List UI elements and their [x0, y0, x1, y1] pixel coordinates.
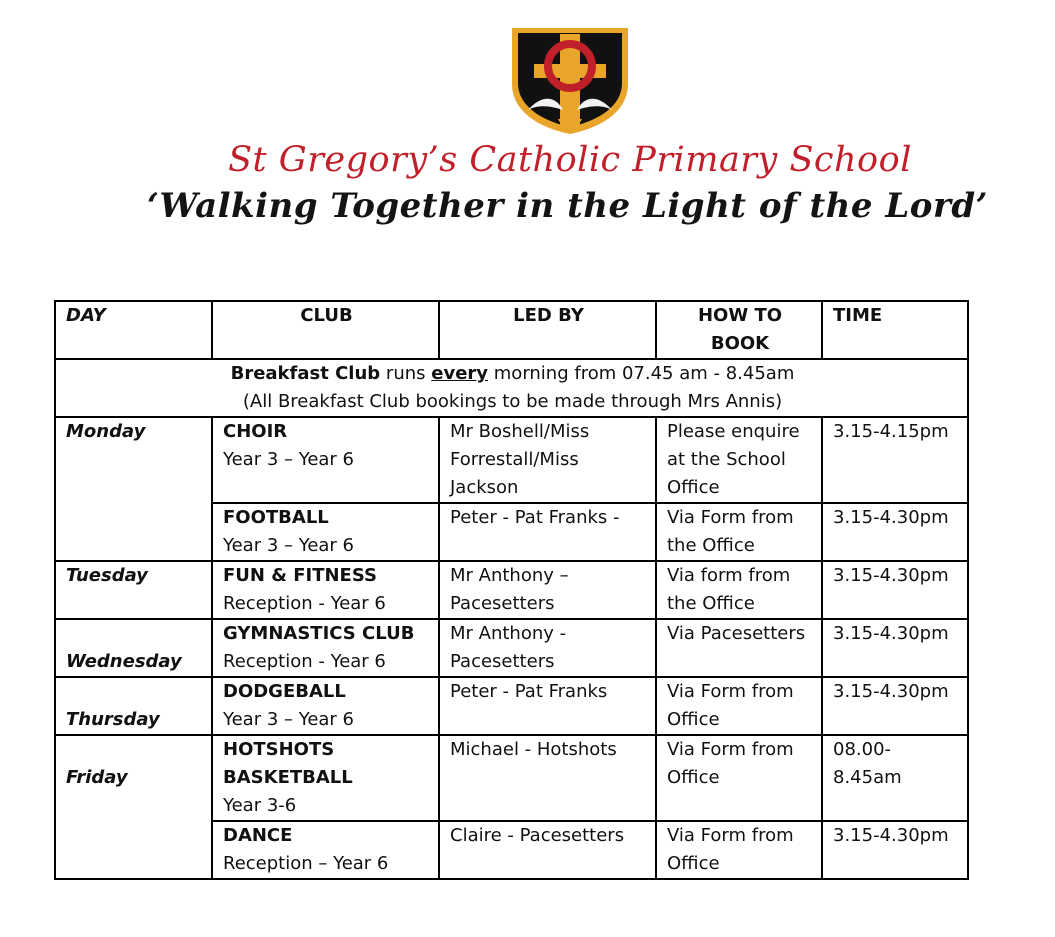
led-by-cell: Claire - Pacesetters	[439, 821, 656, 879]
club-year-groups: Year 3 – Year 6	[223, 709, 355, 730]
club-name: FOOTBALL	[223, 507, 329, 528]
time-cell: 3.15-4.15pm	[822, 417, 968, 503]
club-cell	[212, 503, 439, 561]
table-row	[55, 417, 968, 503]
club-year-groups: Year 3 – Year 6	[223, 535, 355, 556]
school-name: St Gregory’s Catholic Primary School	[228, 140, 912, 180]
how-to-book-cell: Via Pacesetters	[656, 619, 822, 677]
how-to-book-cell: Via Form from Office	[656, 735, 822, 821]
breakfast-time-text: morning from 07.45 am - 8.45am	[493, 363, 795, 384]
club-year-groups: Reception - Year 6	[223, 651, 386, 672]
club-cell	[212, 561, 439, 619]
club-year-groups: Reception - Year 6	[223, 593, 386, 614]
club-name: CHOIR	[223, 421, 288, 442]
school-motto: ‘Walking Together in the Light of the Lord’	[147, 186, 988, 226]
day-cell-wednesday: Wednesday	[55, 619, 212, 677]
club-name: HOTSHOTS BASKETBALL	[223, 739, 353, 788]
day-cell-thursday: Thursday	[55, 677, 212, 735]
breakfast-booking-note: (All Breakfast Club bookings to be made through Mrs Annis)	[242, 391, 783, 412]
club-year-groups: Year 3-6	[223, 795, 297, 816]
how-to-book-cell: Via Form from the Office	[656, 503, 822, 561]
table-row	[55, 677, 968, 735]
time-cell: 3.15-4.30pm	[822, 821, 968, 879]
club-cell	[212, 735, 439, 821]
club-year-groups: Year 3 – Year 6	[223, 449, 355, 470]
breakfast-every-text: every	[431, 363, 489, 384]
led-by-cell: Mr Anthony – Pacesetters	[439, 561, 656, 619]
club-cell	[212, 821, 439, 879]
clubs-timetable	[54, 300, 969, 880]
club-name: DODGEBALL	[223, 681, 346, 702]
breakfast-runs-text: runs	[385, 363, 426, 384]
led-by-cell: Peter - Pat Franks -	[439, 503, 656, 561]
table-row	[55, 619, 968, 677]
club-name: DANCE	[223, 825, 293, 846]
club-cell	[212, 619, 439, 677]
column-header-led-by: LED BY	[439, 301, 656, 359]
how-to-book-cell: Via Form from Office	[656, 821, 822, 879]
day-cell-tuesday: Tuesday	[55, 561, 212, 619]
led-by-cell: Michael - Hotshots	[439, 735, 656, 821]
led-by-cell: Mr Boshell/Miss Forrestall/Miss Jackson	[439, 417, 656, 503]
club-name: FUN & FITNESS	[223, 565, 377, 586]
how-to-book-cell: Via Form from Office	[656, 677, 822, 735]
column-header-club: CLUB	[212, 301, 439, 359]
led-by-cell: Peter - Pat Franks	[439, 677, 656, 735]
time-cell: 08.00-8.45am	[822, 735, 968, 821]
school-crest-logo	[508, 24, 632, 136]
table-header-row	[55, 301, 968, 359]
breakfast-club-row	[55, 359, 968, 417]
club-year-groups: Reception – Year 6	[223, 853, 389, 874]
time-cell: 3.15-4.30pm	[822, 503, 968, 561]
breakfast-club-notice	[55, 359, 968, 417]
day-cell-monday: Monday	[55, 417, 212, 561]
club-cell	[212, 677, 439, 735]
column-header-time: TIME	[822, 301, 968, 359]
column-header-how-to-book: HOW TO BOOK	[656, 301, 822, 359]
time-cell: 3.15-4.30pm	[822, 561, 968, 619]
column-header-day: DAY	[55, 301, 212, 359]
table-row	[55, 735, 968, 821]
how-to-book-cell: Via form from the Office	[656, 561, 822, 619]
led-by-cell: Mr Anthony - Pacesetters	[439, 619, 656, 677]
club-name: GYMNASTICS CLUB	[223, 623, 415, 644]
breakfast-club-name: Breakfast Club	[230, 363, 381, 384]
table-row	[55, 561, 968, 619]
time-cell: 3.15-4.30pm	[822, 619, 968, 677]
club-cell	[212, 417, 439, 503]
time-cell: 3.15-4.30pm	[822, 677, 968, 735]
how-to-book-cell: Please enquire at the School Office	[656, 417, 822, 503]
day-cell-friday: Friday	[55, 735, 212, 879]
